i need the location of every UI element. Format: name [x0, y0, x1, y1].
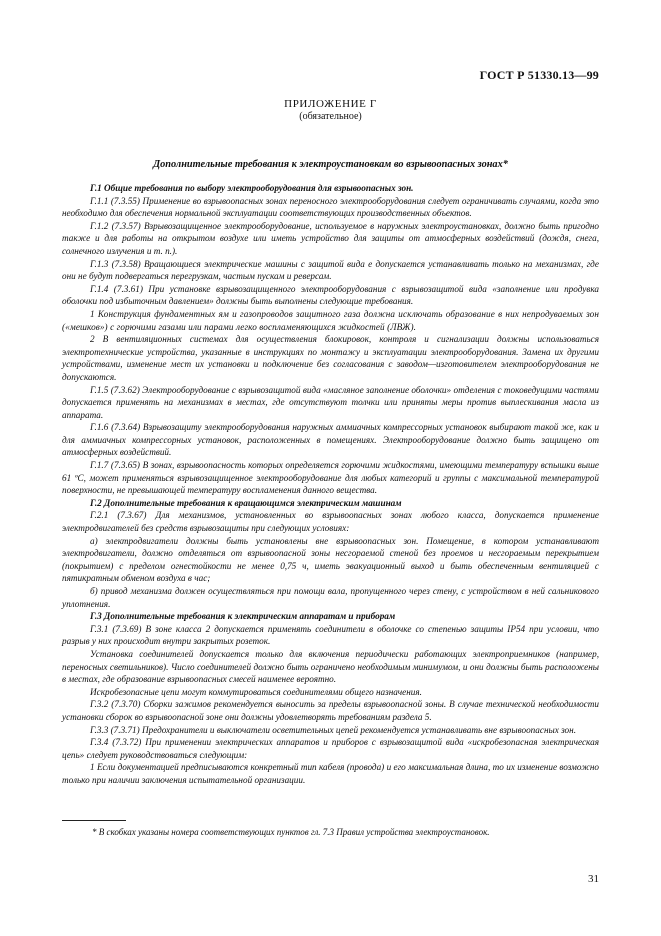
heading-g3: Г.3 Дополнительные требования к электрическим аппаратам и приборам — [90, 611, 396, 622]
paragraph: Г.1.1 (7.3.55) Применение во взрывоопасных зонах переносного электрооборудования следует ограничивать случаями, когда это необходимо для обеспечения нормальной эксплуатации соответствующих производственных объектов. — [62, 195, 599, 219]
paragraph: 1 Если документацией предписываются конкретный тип кабеля (провода) и его максимальная длина, то их изменение возможно только при наличии заключения испытательной организации. — [62, 762, 599, 785]
page-number: 31 — [588, 873, 599, 885]
paragraph: Г.1.5 (7.3.62) Электрооборудование с взрывозащитой вида «масляное заполнение оболочки» отделения с токоведущими частями допускается применять на механизмах в местах, где отсутствуют толчки или приняты меры против выплескивания масла из аппарата. — [62, 384, 599, 420]
paragraph: Установка соединителей допускается только для включения периодически работающих электроприемников (например, переносных светильников). Число соединителей должно быть ограничено необходимым минимумом, и они должны быть расположены в местах, где образование взрывоопасных смесей наименее вероятно. — [62, 648, 599, 685]
appendix-subtitle: (обязательное) — [299, 111, 362, 122]
paragraph: б) привод механизма должен осуществляться при помощи вала, пропущенного через стену, с устройством в ней сальникового уплотнения. — [62, 586, 599, 609]
standard-code: ГОСТ Р 51330.13—99 — [479, 68, 599, 82]
paragraph: Г.1.3 (7.3.58) Вращающиеся электрические машины с защитой вида е допускается устанавливать только на механизмах, где они не будут подвергаться перегрузкам, частым пускам и реверсам. — [62, 258, 599, 282]
paragraph: Г.1.7 (7.3.65) В зонах, взрывоопасность которых определяется горючими жидкостями, имеющими температуру вспышки выше 61 ºС, может применяться взрывозащищенное электрооборудование для любых категорий и группы с максимальной температурой поверхности, не превышающей температуру воспламенения данного вещества. — [62, 460, 599, 496]
footnote-divider — [62, 820, 126, 821]
paragraph: Г.1.2 (7.3.57) Взрывозащищенное электрооборудование, используемое в наружных электроустановках, должно быть пригодно также и для работы на открытом воздухе или иметь устройство для защиты от атмосферных воздействий (дождя, снега, солнечного излучения и т. п.). — [62, 220, 599, 256]
heading-g1: Г.1 Общие требования по выбору электрооборудования для взрывоопасных зон. — [90, 183, 414, 193]
paragraph: Искробезопасные цепи могут коммутироваться соединителями общего назначения. — [90, 686, 422, 697]
appendix-title: ПРИЛОЖЕНИЕ Г — [284, 98, 377, 110]
paragraph: Г.1.4 (7.3.61) При установке взрывозащищенного электрооборудования с взрывозащитой вида «заполнение или продувка оболочки под избыточным давлением» должны быть выполнены следующие требования. — [62, 283, 599, 307]
paragraph: 2 В вентиляционных системах для осуществления блокировок, контроля и сигнализации должны использоваться электротехнические устройства, указанные в инструкциях по монтажу и эксплуатации электрооборудования. Замена их другими устройствами, изменение мест их установки и подключение без согласования с заводом—изготовителем электрооборудования не допускаются. — [62, 334, 599, 382]
paragraph: Г.3.1 (7.3.69) В зоне класса 2 допускается применять соединители в оболочке со степенью защиты IP54 при условии, что разрыв у них происходит внутри закрытых розеток. — [62, 623, 599, 647]
paragraph: Г.3.4 (7.3.72) При применении электрических аппаратов и приборов с взрывозащитой вида «искробезопасная электрическая цепь» следует руководствоваться следующим: — [62, 737, 599, 760]
footnote: * В скобках указаны номера соответствующих пунктов гл. 7.3 Правил устройства электроустановок. — [92, 827, 490, 837]
paragraph: а) электродвигатели должны быть установлены вне взрывоопасных зон. Помещение, в котором устанавливают электродвигатели, должно отделяться от взрывоопасной зоны несгораемой стеной без проемов и несгораемым перекрытием (покрытием) с пределом огнестойкости не менее 0,75 ч, иметь эвакуационный выход и быть обеспеченным вентиляцией с пятикратным обменом воздуха в час; — [62, 535, 599, 584]
paragraph: Г.2.1 (7.3.67) Для механизмов, установленных во взрывоопасных зонах любого класса, допускается применение электродвигателей без средств взрывозащиты при следующих условиях: — [62, 510, 599, 534]
paragraph: Г.1.6 (7.3.64) Взрывозащиту электрооборудования наружных аммиачных компрессорных установок выбирают такой же, как и для аммиачных компрессорных установок, расположенных в помещениях. Электрооборудование должно быть защищено от атмосферных воздействий. — [62, 422, 599, 458]
heading-g2: Г.2 Дополнительные требования к вращающимся электрическим машинам — [90, 497, 402, 508]
paragraph: Г.3.3 (7.3.71) Предохранители и выключатели осветительных цепей рекомендуется устанавливать вне взрывоопасных зон. — [90, 724, 577, 735]
paragraph: 1 Конструкция фундаментных ям и газопроводов защитного газа должна исключать образование в них непродуваемых зон («мешков») с горючими газами или парами легко воспламеняющихся жидкостей (ЛВЖ). — [62, 308, 599, 332]
section-title: Дополнительные требования к электроустановкам во взрывоопасных зонах* — [153, 159, 508, 170]
paragraph: Г.3.2 (7.3.70) Сборки зажимов рекомендуется выносить за пределы взрывоопасной зоны. В случае технической необходимости установки сборок во взрывоопасной зоне они должны удовлетворять требованиям раздела 5. — [62, 699, 599, 722]
body-text — [62, 182, 599, 787]
